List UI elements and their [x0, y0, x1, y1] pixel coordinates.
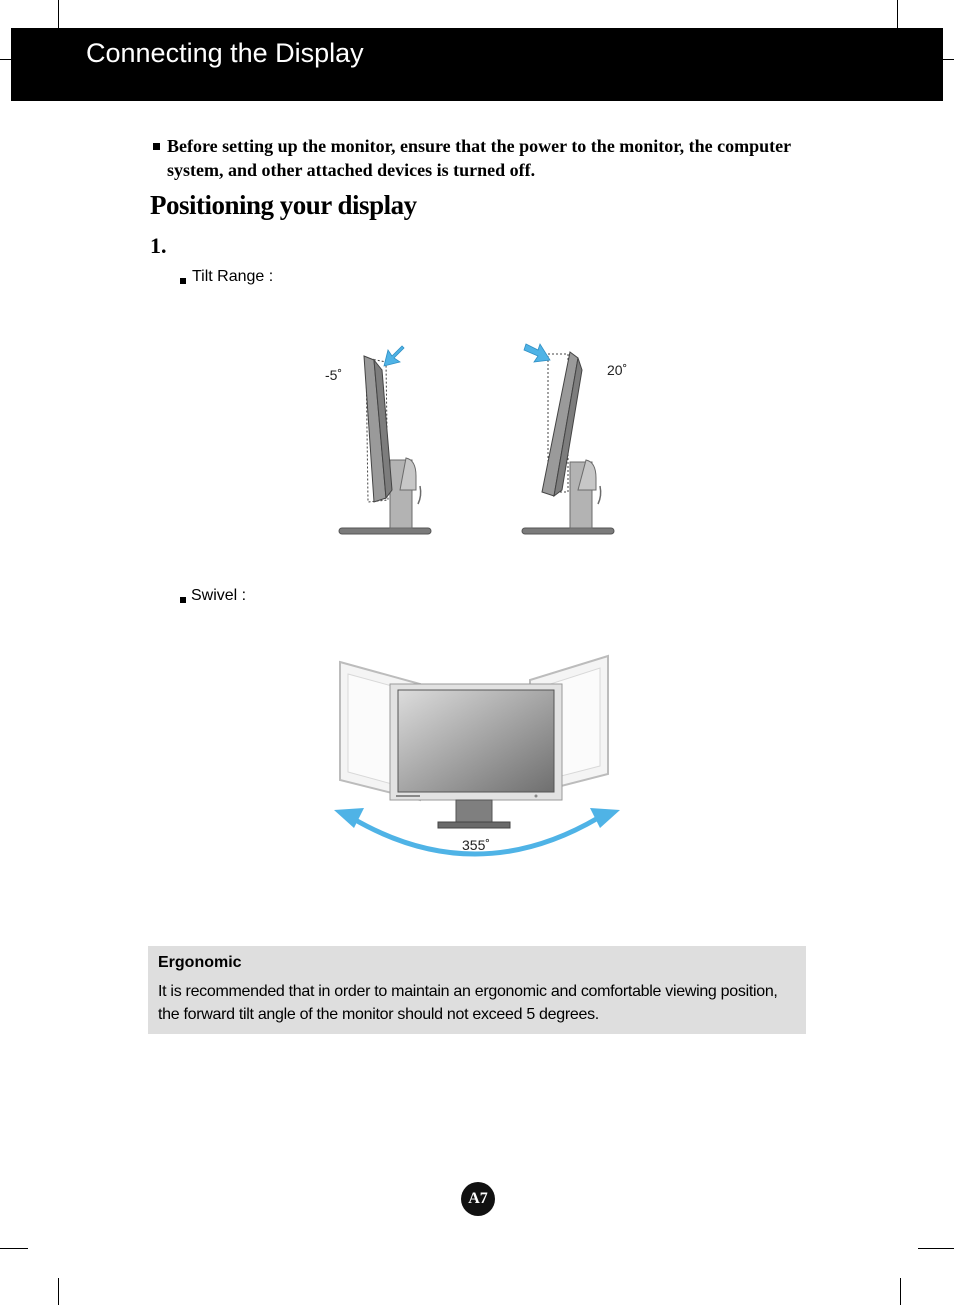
crop-mark [0, 59, 11, 60]
section-title: Positioning your display [150, 190, 417, 220]
note-title: Ergonomic [158, 954, 242, 971]
tilt-forward-angle: -5˚ [325, 367, 343, 383]
crop-mark [58, 1278, 59, 1305]
page-number-badge: A7 [461, 1182, 495, 1216]
swivel-label: Swivel : [191, 587, 247, 604]
swivel-angle: 355˚ [462, 837, 491, 853]
ergonomic-note [148, 946, 806, 1034]
crop-mark [943, 59, 954, 60]
crop-mark [897, 0, 898, 28]
bullet-icon [180, 278, 186, 284]
crop-mark [900, 1278, 901, 1305]
crop-mark [0, 1248, 28, 1249]
bullet-icon [153, 143, 160, 150]
tilt-range-label: Tilt Range : [192, 268, 274, 285]
swivel-illustration [330, 650, 625, 865]
bullet-icon [180, 597, 186, 603]
crop-mark [918, 1248, 954, 1249]
tilt-back-angle: 20˚ [607, 362, 628, 378]
crop-mark [58, 0, 59, 28]
step-number: 1. [150, 233, 167, 258]
note-body: It is recommended that in order to maintain an ergonomic and comfortable viewing position, the forward tilt angle of the monitor should not exceed 5 degrees. [158, 983, 778, 1023]
intro-text: Before setting up the monitor, ensure that the power to the monitor, the computer system, and other attached devices is turned off. [167, 136, 791, 180]
page-title: Connecting the Display [86, 38, 364, 68]
